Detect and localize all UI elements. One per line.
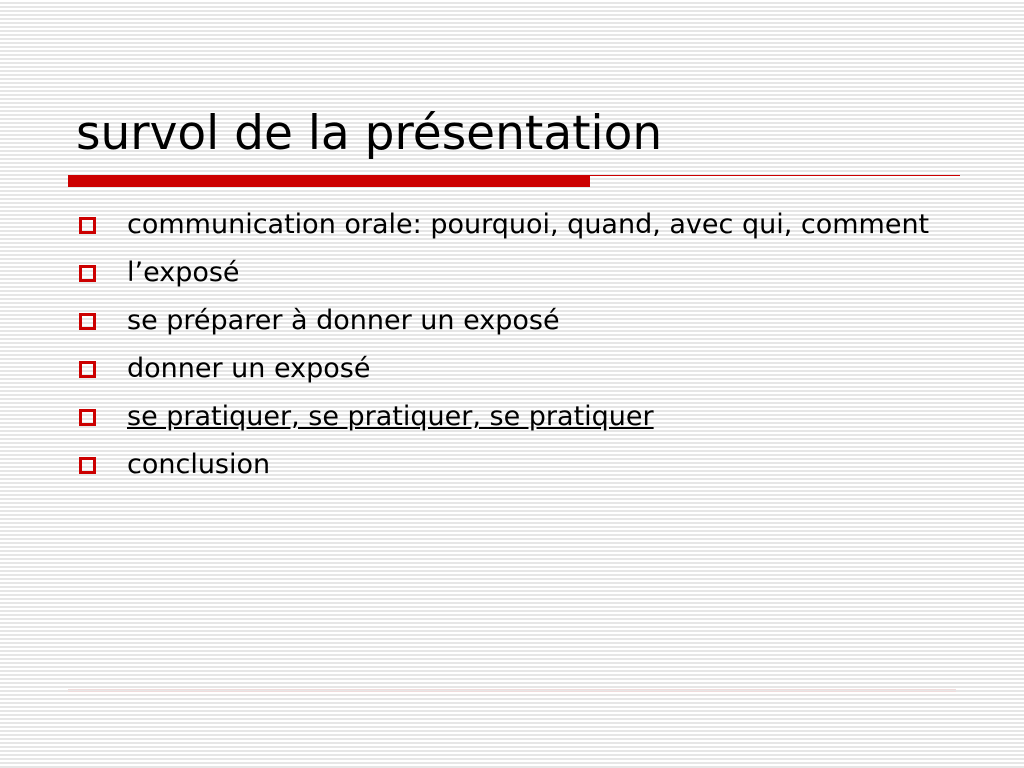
bullet-text: l’exposé: [127, 257, 240, 288]
bullet-item: [76, 300, 936, 342]
slide-title: survol de la présentation: [76, 106, 663, 161]
bullet-item: [76, 444, 936, 486]
bullet-item: [76, 348, 936, 390]
footer-divider: [68, 689, 956, 692]
bullet-link-pratiquer[interactable]: se pratiquer, se pratiquer, se pratiquer: [127, 401, 654, 432]
title-underline-thin: [590, 175, 960, 176]
hollow-square-icon: [79, 361, 96, 378]
hollow-square-icon: [79, 265, 96, 282]
hollow-square-icon: [79, 457, 96, 474]
bullet-text: communication orale: pourquoi, quand, avec qui, comment: [127, 209, 930, 240]
hollow-square-icon: [79, 313, 96, 330]
hollow-square-icon: [79, 217, 96, 234]
bullet-text: conclusion: [127, 449, 271, 480]
bullet-text: donner un exposé: [127, 353, 371, 384]
title-underline-thick: [68, 175, 590, 187]
hollow-square-icon: [79, 409, 96, 426]
bullet-item: [76, 252, 936, 294]
bullet-text: se préparer à donner un exposé: [127, 305, 560, 336]
bullet-item: [76, 204, 936, 246]
bullet-list: [76, 204, 936, 492]
bullet-item: [76, 396, 936, 438]
